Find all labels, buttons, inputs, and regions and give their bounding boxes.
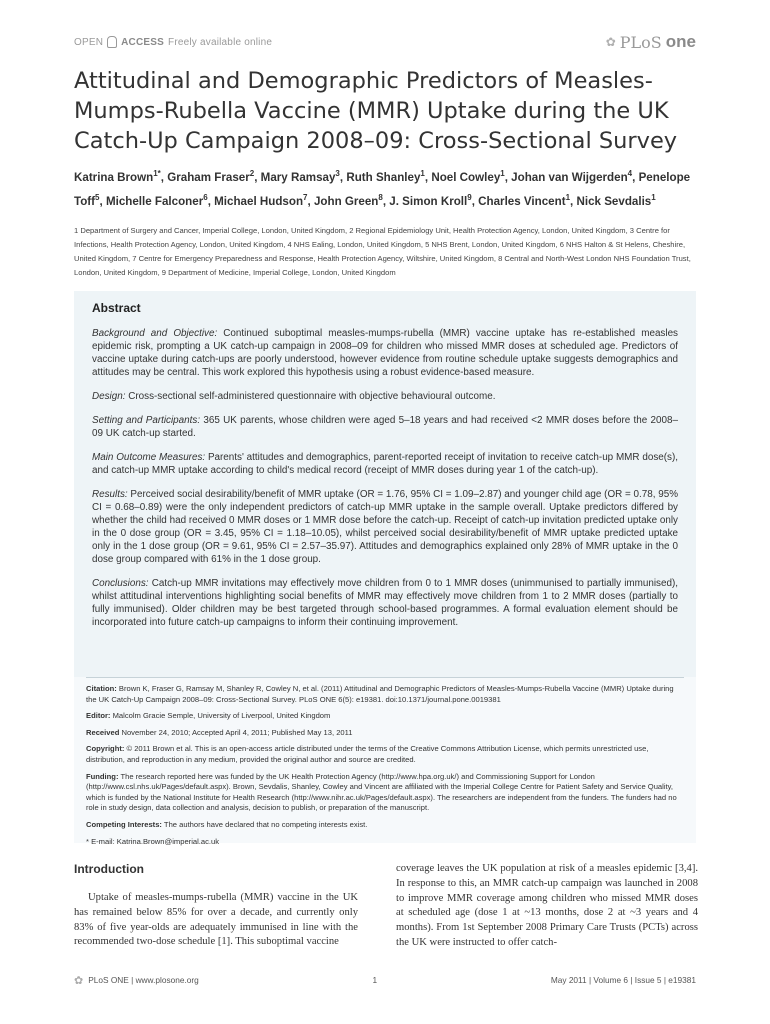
footer-issue: May 2011 | Volume 6 | Issue 5 | e19381 [550, 975, 696, 985]
author-affiliation-mark: 1 [500, 169, 505, 178]
abstract-section-label: Conclusions: [92, 578, 149, 589]
freely-available-label: Freely available online [168, 36, 273, 48]
author-name: Nick Sevdalis [576, 194, 652, 208]
author-affiliation-mark: 6 [203, 192, 208, 202]
metadata-text: * E-mail: Katrina.Brown@imperial.ac.uk [86, 836, 220, 846]
author-name: Michelle Falconer [105, 194, 204, 208]
article-metadata [74, 677, 696, 846]
metadata-line [86, 772, 684, 814]
metadata-line [86, 820, 684, 831]
author-name: Graham Fraser [167, 170, 250, 184]
metadata-text: The authors have declared that no competing interests exist. [161, 819, 368, 829]
metadata-text: Brown K, Fraser G, Ramsay M, Shanley R, Cowley N, et al. (2011) Attitudinal and Demographic Predictors of Measles-Mumps-Rubella Vaccine (MMR) Uptake during the UK Catch-Up Campaign 2008–09: Cross-Sectional Survey. PLoS ONE 6(5): e19381. doi:10.1371/journal.pone.0019381 [86, 684, 674, 704]
left-column [74, 862, 358, 950]
author-affiliation-mark: 8 [378, 192, 383, 202]
open-lock-icon [107, 36, 117, 48]
author-affiliation-mark: 2 [249, 169, 255, 178]
author-affiliation-mark: 3 [335, 169, 340, 178]
metadata-label: Copyright: [86, 744, 125, 754]
metadata-divider [86, 677, 684, 678]
abstract-paragraph [92, 488, 678, 566]
abstract-paragraph [92, 327, 678, 379]
author-affiliation-mark: 9 [467, 192, 472, 202]
abstract-section-text: Perceived social desirability/benefit of MMR uptake (OR = 1.76, 95% CI = 1.09–2.87) and younger child age (OR = 0.78, 95% CI = 0.68–0.89) were the only independent predictors of catch-up MMR uptake in the sample overall. Uptake predictors differed by whether the child had received 0 MMR doses or 1 MMR dose before the catch-up. Receipt of catch-up invitation predicted uptake only in the 0 dose group (OR = 3.45, 95% CI = 1.18–10.05), whilst perceived social desirability/benefit of MMR uptake predicted uptake only in the 1 dose group (OR = 9.61, 95% CI = 2.57–35.97). Attitudes and demographics explained only 28% of MMR uptake in the 0 dose group compared with 61% in the 1 dose group. [92, 489, 678, 565]
metadata-items [86, 684, 684, 847]
author-affiliation-mark: 4 [627, 169, 633, 178]
author-name: Michael Hudson [214, 194, 304, 208]
author-name: Charles Vincent [478, 194, 566, 208]
author-affiliation-mark: 1 [565, 192, 571, 202]
author-name: Penelope Toff [74, 170, 691, 208]
article-title: Attitudinal and Demographic Predictors of Measles-Mumps-Rubella Vaccine (MMR) Uptake during the UK Catch-Up Campaign 2008–09: Cross-Sectional Survey [74, 68, 678, 154]
metadata-label: Funding: [86, 771, 119, 781]
journal-header [74, 30, 696, 54]
open-label: OPEN [74, 36, 104, 48]
metadata-label: Received [86, 727, 120, 737]
metadata-line [86, 711, 684, 722]
abstract-paragraph [92, 451, 678, 477]
footer-flower-icon: ✿ [74, 974, 84, 987]
author-affiliation-mark: 7 [303, 192, 308, 202]
abstract-section-text: 365 UK parents, whose children were aged 5–18 years and had received <2 MMR doses before the 2008–09 UK catch-up started. [92, 415, 678, 439]
author-name: Ruth Shanley [346, 170, 421, 184]
footer-journal[interactable]: PLoS ONE | www.plosone.org [88, 975, 199, 985]
abstract-section-label: Results: [92, 489, 128, 500]
page-footer [74, 972, 696, 988]
introduction-heading: Introduction [74, 862, 144, 876]
metadata-line [86, 728, 684, 739]
abstract-paragraph [92, 390, 678, 403]
author-list: Katrina Brown$^{1*}$, Graham Fraser$^2$, Mary Ramsay$^3$, Ruth Shanley$^1$, Noel Cowley$^1$, Johan van Wijgerden$^4$, Penelope Toff$^5$, Michelle Falconer$^6$, Michael Hudson$^7$, John Green$^8$, J. Simon Kroll$^9$, Charles Vincent$^1$, Nick Sevdalis$^1$ [74, 169, 691, 208]
abstract-section-text: Continued suboptimal measles-mumps-rubella (MMR) vaccine uptake has re-established measles epidemic risk, prompting a UK catch-up campaign in 2008–09 for children who missed MMR doses at scheduled age. Predictors of vaccine uptake during catch-ups are poorly understood, however evidence from routine schedule uptake suggests demographics and attitudes may be central. This work explored this hypothesis using a robust evidence-based measure. [92, 328, 678, 378]
author-name: Johan van Wijgerden [511, 170, 628, 184]
metadata-line [86, 837, 684, 848]
abstract-sections [92, 327, 678, 629]
abstract-heading: Abstract [92, 301, 141, 315]
abstract-section-label: Main Outcome Measures: [92, 452, 206, 463]
metadata-label: Citation: [86, 684, 117, 693]
intro-paragraph-left: Uptake of measles-mumps-rubella (MMR) vaccine in the UK has remained below 85% for over a decade, and currently only 83% of five year-olds are adequately immunised in line with the recommended two-dose schedule [1]. This suboptimal vaccine [74, 892, 358, 948]
logo-one: one [665, 32, 696, 51]
access-label: ACCESS [121, 36, 165, 48]
abstract-panel [74, 291, 696, 846]
metadata-line [86, 684, 684, 705]
metadata-text: Malcolm Gracie Semple, University of Liverpool, United Kingdom [110, 711, 331, 721]
abstract-section-label: Background and Objective: [92, 328, 218, 339]
author-name: Noel Cowley [431, 170, 501, 184]
abstract-section-label: Setting and Participants: [92, 415, 201, 426]
abstract-section-label: Design: [92, 391, 126, 402]
open-access-badge [74, 36, 272, 48]
author-name: Mary Ramsay [260, 170, 336, 184]
logo-plos: PLoS [619, 32, 662, 52]
abstract-section-text: Catch-up MMR invitations may effectively move children from 0 to 1 MMR doses (unimmunised to partially immunised), whilst attitudinal interventions highlighting social benefits of MMR may effectively move children from 1 to 2 MMR doses (partially to fully immunised). Older children may be best targeted through school-based programmes. A formal evaluation element should be incorporated into future catch-up campaigns to inform their continuing improvement. [92, 578, 678, 628]
abstract-section-text: Parents' attitudes and demographics, parent-reported receipt of invitation to receive catch-up MMR dose(s), and catch-up MMR uptake according to child's medical record (receipt of MMR doses during year 1 of the catch-up). [92, 452, 679, 476]
author-affiliation-mark: 1 [651, 192, 656, 202]
author-affiliation-mark: 1 [420, 169, 425, 178]
author-name: Katrina Brown [74, 170, 154, 184]
metadata-text: © 2011 Brown et al. This is an open-access article distributed under the terms of the Creative Commons Attribution License, which permits unrestricted use, distribution, and reproduction in any medium, provided the original author and source are credited. [86, 744, 649, 764]
metadata-label: Editor: [86, 711, 111, 721]
metadata-line [86, 744, 684, 765]
intro-paragraph-right: coverage leaves the UK population at risk of a measles epidemic [3,4]. In response to this, an MMR catch-up campaign was launched in 2008 to improve MMR coverage among children who missed MMR doses at scheduled age (dose 1 at ~13 months, dose 2 at ~3 years and 4 months). From 1st September 2008 Primary Care Trusts (PCTs) across the UK were instructed to offer catch- [396, 863, 698, 948]
page-number: 1 [372, 975, 378, 985]
author-affiliation-mark: 5 [95, 192, 100, 202]
metadata-text: The research reported here was funded by the UK Health Protection Agency (http://www.hpa.org.uk/) and Commissioning Support for London (http://www.csl.nhs.uk/Pages/default.aspx). Brown, Sevdalis, Shanley, Cowley and Vincent are affiliated with the Imperial College Centre for Patient Safety and Service Quality, which is funded by the National Institute for Health Research (http://www.nihr.ac.uk/Pages/default.aspx). The researchers are independent from the funders. The funders had no role in study design, data collection and analysis, decision to publish, or preparation of the manuscript. [86, 771, 677, 813]
metadata-text: November 24, 2010; Accepted April 4, 2011; Published May 13, 2011 [119, 727, 353, 737]
journal-logo[interactable] [606, 32, 696, 52]
affiliations: 1 Department of Surgery and Cancer, Imperial College, London, United Kingdom, 2 Regional Epidemiology Unit, Health Protection Agency, London, United Kingdom, 3 Centre for Infections, Health Protection Agency, London, United Kingdom, 4 NHS Ealing, London, United Kingdom, 5 NHS Brent, London, United Kingdom, 6 NHS Halton & St Helens, Cheshire, United Kingdom, 7 Centre for Emergency Preparedness and Response, Health Protection Agency, Wiltshire, United Kingdom, 8 Central and North-West London NHS Foundation Trust, London, United Kingdom, 9 Department of Medicine, Imperial College, London, United Kingdom [74, 226, 691, 277]
author-name: John Green [313, 194, 379, 208]
author-name: J. Simon Kroll [389, 194, 468, 208]
abstract-paragraph [92, 577, 678, 629]
abstract-paragraph [92, 414, 678, 440]
abstract-section-text: Cross-sectional self-administered questionnaire with objective behavioural outcome. [125, 391, 496, 402]
plos-flower-icon: ✿ [605, 35, 616, 49]
right-column [396, 862, 698, 951]
metadata-label: Competing Interests: [86, 819, 162, 829]
author-affiliation-mark: 1* [153, 169, 161, 178]
